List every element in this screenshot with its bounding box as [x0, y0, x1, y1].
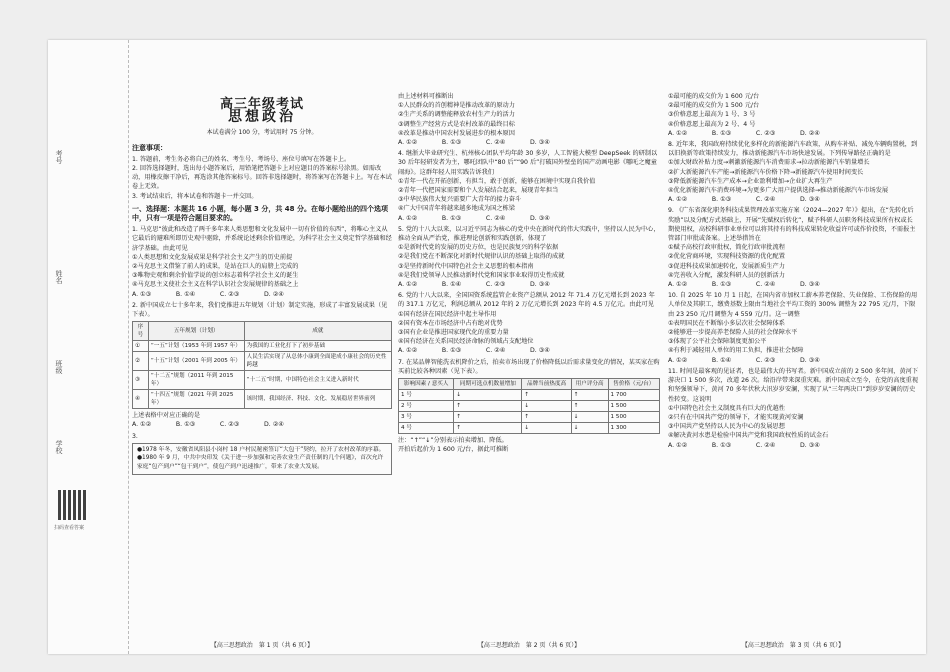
page-1-column — [132, 40, 392, 654]
q6-option: ③国有企业是推进国家现代化的重要力量 — [398, 329, 509, 337]
q9-option: ④完善收入分配，激发科研人员的创新活力 — [668, 271, 785, 279]
q8-answers: A. ①② B. ①③ C. ②④ D. ③④ — [668, 196, 820, 204]
q4-option: ③中华民族伟大复兴需要广大青年的接力奋斗 — [398, 196, 522, 204]
table-cell: “十四五”规划（2021 年到 2025 年） — [148, 390, 244, 409]
table-cell: ↓ — [571, 423, 608, 434]
q4-option: ①青年一代在开拓创新，有担当，敢于创新，能够在困境中实现自我价值 — [398, 177, 596, 185]
q2-tail: 上述表格中对应正确的是 — [132, 412, 201, 420]
table-cell: ③ — [133, 371, 149, 390]
table-cell: 1 号 — [399, 390, 454, 401]
notice-item: 2. 回答选择题时，选出每小题答案后，用铅笔把答题卡上对应题目的答案标号涂黑。如需改动，用橡皮擦干净后，再选涂其他答案标号。回答非选择题时，将答案写在答题卡上。写在本试卷上无效。 — [132, 165, 392, 191]
q1-option: ③唯物史观和剩余价值学说的创立标志着科学社会主义的诞生 — [132, 272, 299, 280]
q3-option: ④改革是推动中国农村发展进步的根本原因 — [398, 129, 515, 137]
q5-answers: A. ①② B. ①④ C. ②③ D. ③④ — [398, 281, 550, 289]
table-cell: ↓ — [571, 412, 608, 423]
q7-answers: A. ①② B. ①③ C. ②③ D. ②④ — [668, 129, 820, 137]
table-header: 用户评分高 — [571, 379, 608, 390]
question-11: 11. 时间是最客观的见证者，也是最伟大的书写者。新中国成立前的 2 500 多年间，黄河下游决口 1 500 多次，改道 26 次。给沿岸带来深重灾难。新中国成立至今，在党的高度重视和坚强领导下，黄河 70 多年伏秋大汛岁岁安澜，实现了从“三年两决口”到岁岁安澜的历史性转变。这说明 — [668, 367, 919, 403]
q10-option: ④有利于减轻用人单位的用工负担，推进社会保障 — [668, 347, 804, 355]
q3-lead: 由上述材料可推断出 — [398, 93, 454, 100]
page-footer: 【高三思想政治 第 2 页（共 6 页）】 — [477, 641, 581, 649]
table-cell: ↑ — [522, 390, 571, 401]
q11-option: ④解决黄河水患是检验中国共产党和我国政权性质的试金石 — [668, 432, 829, 440]
notice-heading: 注意事项： — [132, 143, 167, 152]
table-cell: “十五”计划（2001 年到 2005 年） — [148, 352, 244, 371]
question-5: 5. 党的十八大以来，以习近平同志为核心的党中央在新时代的伟大实践中，坚持以人民为中心，推动全面从严治党，推进理论创新和实践创新，体现了 — [398, 225, 660, 243]
q4-option: ④广大中国青年将越来越多地成为国之栋梁 — [398, 205, 515, 213]
table-header: 同期可选点机数量增加 — [454, 379, 522, 390]
table-cell: “十二五”时期，中国特色社会主义进入新时代 — [244, 371, 391, 390]
question-2: 2. 新中国成立七十多年来，我们党推进五年规划（计划）制定实施，形成了丰富发展成果（见下表）。 — [132, 301, 388, 319]
page-3-column — [668, 40, 918, 654]
sidebar-label-class: 班级 — [55, 360, 63, 374]
table-cell: 3 号 — [399, 412, 454, 423]
q7-option: ③价格意愿上最高为 1 号、3 号 — [668, 111, 756, 119]
q5-option: ①是新时代党的发展的历史方位，也是民族复兴的科学依据 — [398, 244, 559, 252]
table-row — [133, 390, 392, 409]
q2-answers: A. ①② B. ①③ C. ②③ D. ②④ — [132, 421, 284, 429]
table-cell: ④ — [133, 390, 149, 409]
q6-answers: A. ①② B. ①③ C. ②④ D. ③④ — [398, 347, 550, 355]
table-cell: ↓ — [454, 390, 522, 401]
table-row — [133, 352, 392, 371]
table-cell: 4 号 — [399, 423, 454, 434]
q9-answers: A. ①② B. ①③ C. ②④ D. ③④ — [668, 281, 820, 289]
section-heading: 一、选择题：本题共 16 小题，每小题 3 分，共 48 分。在每小题给出的四个选项中，只有一项是符合题目要求的。 — [132, 204, 388, 223]
q7-option: ①最可能的成交价为 1 600 元/台 — [668, 93, 760, 100]
table-cell: 2 号 — [399, 401, 454, 412]
qr-caption: 扫码查看答案 — [54, 525, 85, 531]
table-cell: ↑ — [454, 401, 522, 412]
q8-option: ②扩大新能源汽车产能→新能源汽车价格下降→新能源汽车使用时间变长 — [668, 168, 864, 176]
q7-tail: 开拍后起价为 1 600 元/台，据此可推断 — [398, 446, 509, 454]
q9-option: ②优化营商环境，实现科技资源的优化配置 — [668, 253, 785, 261]
table-cell: ↑ — [571, 401, 608, 412]
table-header: 售价格（元/台） — [608, 379, 659, 390]
table-row — [399, 423, 660, 434]
q9-option: ①赋予高校行政审批权，简化行政审批流程 — [668, 244, 785, 252]
q3-option: ①人民群众的首创精神是推动改革的原动力 — [398, 102, 515, 110]
q8-option: ③降低新能源汽车生产成本→企业盈利增加→企业扩大再生产 — [668, 177, 833, 185]
q4-option: ②青年一代把国家需要和个人发展结合起来，展现青年担当 — [398, 187, 559, 195]
q3-material: ●1980 年 9 月，中共中央印发《关于进一步加强和完善农业生产责任制的几个问题》，首次允许家庭“包产到户”“包干到户”，使包产到户迅速推广，带来了农业大发展。 — [137, 455, 384, 471]
page-footer: 【高三思想政治 第 3 页（共 6 页）】 — [741, 641, 845, 649]
q10-option: ②能够进一步提高养老保险人员的社会保障水平 — [668, 329, 798, 337]
table-cell: “一五”计划（1953 年到 1957 年） — [148, 341, 244, 352]
q11-option: ③中国共产党坚持以人民为中心的发展思想 — [668, 423, 785, 431]
q7-option: ②最可能的成交价为 1 500 元/台 — [668, 102, 760, 110]
exam-meta: 本试卷满分 100 分，考试用时 75 分钟。 — [206, 129, 318, 137]
table-cell: 为我国的工业化打下了初步基础 — [244, 341, 391, 352]
table-header: 五年规划（计划） — [148, 322, 244, 341]
table-cell: ↑ — [522, 412, 571, 423]
notice-item: 1. 答题前，考生务必将自己的姓名、考生号、考场号、座位号填写在答题卡上。 — [132, 155, 351, 163]
q10-option: ①表明国民在不断缩小多层次社会保障体系 — [668, 319, 785, 327]
question-10: 10. 自 2025 年 10 月 1 日起，在国内省市加权工薪本养老保险、失业保险、工伤保险的用人单位及其职工，缴费基数上限由当地社会平均工资的 300% 调整为 22 795 元/月，下限由 23 250 元/月调整为 4 559 元/月。这一调整 — [668, 292, 918, 318]
question-3-label: 3. — [132, 432, 138, 440]
q11-answers: A. ①② B. ①③ C. ②④ D. ③④ — [668, 441, 820, 449]
table-row — [399, 390, 660, 401]
q1-option: ②马克思主义借鉴了前人的成果，是站在巨人的肩膀上完成的 — [132, 263, 299, 271]
question-4: 4. 继浙大毕业研究生、杭州核心团队平均年龄 30 多岁，人工智能大模型 DeepSeek 的研制以 30 后年轻研发者为主，哪吒团队中“80 后”“90 后”打破国外壁垒的国产动画电影《哪吒之魔童闹海》。这群年轻人用实践告诉我们 — [398, 150, 660, 176]
q10-answers: A. ①② B. ①④ C. ②③ D. ③④ — [668, 356, 820, 364]
table-cell: ② — [133, 352, 149, 371]
q6-option: ①国有经济在国民经济中起主导作用 — [398, 310, 497, 318]
notice-item: 3. 考试结束后，将本试卷和答题卡一并交回。 — [132, 192, 258, 200]
question-7: 7. 在某品牌智能洗衣机降价之后，拍卖市场出现了价格降低以后需求量变化的情况，某买家在购买前比较各种因素（见下表）。 — [398, 358, 660, 375]
exam-title: 高三年级考试 — [219, 97, 304, 112]
q5-option: ②是我们党在不断深化对新时代规律认识的基础上取得的成就 — [398, 253, 565, 261]
page-2-column — [398, 40, 660, 654]
sidebar-label-exam-id: 考号 — [55, 150, 63, 164]
q9-option: ③促进科技成果加速转化，发展新质生产力 — [668, 262, 785, 270]
q6-option: ④国有经济在关系国民经济命脉的领域占支配地位 — [398, 338, 534, 346]
q3-material-box — [132, 443, 392, 475]
q6-option: ②国有资本在市场经济中占有绝对优势 — [398, 319, 503, 327]
question-1: 1. 马克思“彼此和改造了两千多年来人类思想和文化发展中一切有价值的东西”，将唯心主义从它最后的避难所即历史观中驱除，并系统论述剩余价值理论，为科学社会主义奠定哲学基础和经济学基础。由此可见 — [132, 226, 392, 252]
table-cell: ↑ — [454, 423, 522, 434]
table-cell: 人民生活实现了从总体小康到全面建成小康社会的历史性跨越 — [244, 352, 391, 371]
table-cell: ① — [133, 341, 149, 352]
q3-option: ②生产关系的调整能释放农村生产力的活力 — [398, 111, 515, 119]
table-cell: ↓ — [522, 401, 571, 412]
binding-margin — [48, 40, 129, 654]
q3-material: ●1978 年冬，安徽省凤阳县小岗村 18 户村民秘密签订“大包干”契约，拉开了农村改革的序幕。 — [137, 446, 385, 453]
q7-note: 注：“↑”“↓”分别表示拍卖增加、降低。 — [398, 437, 508, 445]
q4-answers: A. ①② B. ①③ C. ②④ D. ③④ — [398, 214, 550, 222]
table-header: 品牌当前热度高 — [522, 379, 571, 390]
table-cell: 1 300 — [608, 423, 659, 434]
q8-option: ④优化新能源汽车消费环境→为更多广大用户提供选择→推动新能源汽车市场发展 — [668, 187, 889, 195]
table-header: 成就 — [244, 322, 391, 341]
table-row — [399, 412, 660, 423]
exam-sheet — [48, 40, 926, 654]
page-footer: 【高三思想政治 第 1 页（共 6 页）】 — [210, 641, 314, 649]
table-cell: 1 500 — [608, 412, 659, 423]
sidebar-label-school: 学校 — [55, 440, 63, 454]
question-6: 6. 党的十八大以来，全国国资系统监管企业资产总额从 2012 年 71.4 万亿元增长到 2023 年的 317.1 万亿元，利润总额从 2012 年的 2 万亿元增长到 2023 年的 4.5 万亿元。由此可见 — [398, 292, 655, 309]
table-cell: ↑ — [454, 412, 522, 423]
table-cell: “十二五”规划（2011 年到 2015 年） — [148, 371, 244, 390]
table-cell: 1 500 — [608, 401, 659, 412]
table-row — [133, 341, 392, 352]
sidebar-label-name: 姓名 — [55, 270, 63, 284]
table-cell: 1 700 — [608, 390, 659, 401]
question-8: 8. 近年来，我国政府持续优化多样化的新能源汽车政策，从购车补贴、减免车辆购置税，到以旧换新等政策持续发力，推动新能源汽车市场快速发展。下列传导路径正确的是 — [668, 141, 918, 158]
buyer-table — [398, 378, 660, 434]
q11-option: ②只有在中国共产党的领导下，才能实现黄河安澜 — [668, 413, 804, 421]
q1-answers: A. ①③ B. ①④ C. ②③ D. ②④ — [132, 290, 284, 298]
q1-option: ①人类思想和文化发展成果是科学社会主义产生的历史前提 — [132, 253, 293, 261]
q1-option: ④马克思主义使社会主义在科学认识社会发展规律的基础之上 — [132, 281, 299, 289]
q8-option: ①加大财政补贴力度→刺激新能源汽车消费需求→拉动新能源汽车销量增长 — [668, 159, 870, 167]
table-row — [133, 371, 392, 390]
table-header: 影响因素 / 意买人 — [399, 379, 454, 390]
q10-option: ③体现了公平社会保障制度更加公平 — [668, 338, 767, 346]
q5-option: ④是我们党领导人民推动新时代党和国家事业取得历史性成就 — [398, 271, 565, 279]
table-header: 序号 — [133, 322, 149, 341]
table-row — [399, 401, 660, 412]
q7-option: ④价格意愿上最高为 2 号、4 号 — [668, 120, 756, 128]
q3-answers: A. ①② B. ①③ C. ②④ D. ③④ — [398, 139, 550, 147]
qr-code[interactable] — [58, 490, 88, 520]
q11-option: ①中国特色社会主义制度具有巨大的优越性 — [668, 404, 785, 412]
q3-option: ③调整生产经营方式是农村改革的最终目标 — [398, 120, 515, 128]
table-cell: ↓ — [522, 423, 571, 434]
plan-table — [132, 321, 392, 409]
table-cell: 该时期，我国经济、科技、文化、发展稳居世界前列 — [244, 390, 391, 409]
exam-subject: 思想政治 — [228, 109, 296, 126]
table-cell: ↑ — [571, 390, 608, 401]
q5-option: ③是坚持新时代中国特色社会主义思想的根本指南 — [398, 262, 534, 270]
question-9: 9. 《广东省深化职务科技成果管理改革实施方案（2024—2027 年）》提出，在“先转化后奖励”以及分配方式基础上，开展“先赋权后转化”，赋予科研人员职务科技成果所有权或长期使用权，高校科研事业单位可以将其持有的科技成果转化收益许可或作价投资，不需报主管部门审批或备案。上述举措旨在 — [668, 207, 916, 243]
